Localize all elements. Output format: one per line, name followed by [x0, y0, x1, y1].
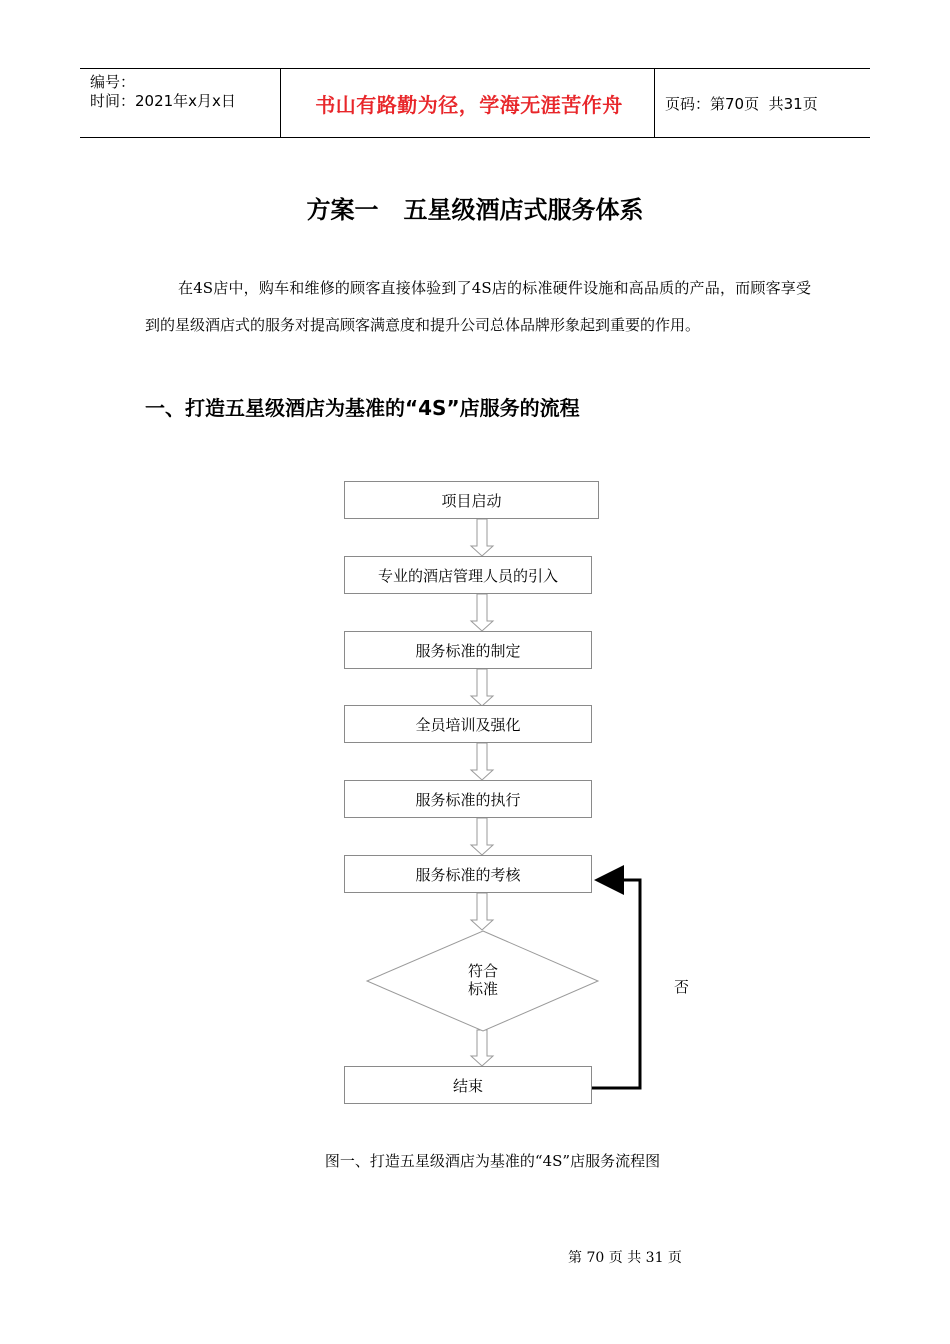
no-branch-label: 否 [674, 978, 690, 996]
flow-arrow [471, 893, 493, 930]
figure-caption: 图一、打造五星级酒店为基准的“4S”店服务流程图 [324, 1152, 661, 1170]
section-heading: 一、打造五星级酒店为基准的“4S”店服务的流程 [145, 396, 580, 420]
flow-arrow [471, 818, 493, 855]
page-footer: 第 70 页 共 31 页 [568, 1250, 682, 1266]
decision-label-line2: 标准 [467, 980, 498, 998]
flow-arrow [471, 594, 493, 631]
decision-label [440, 962, 526, 998]
flow-step-define-standards: 服务标准的制定 [344, 631, 592, 669]
flow-step-end: 结束 [344, 1066, 592, 1104]
intro-paragraph: 在4S店中，购车和维修的顾客直接体验到了4S店的标准硬件设施和高品质的产品，而顾客享受到的星级酒店式的服务对提高顾客满意度和提升公司总体品牌形象起到重要的作用。 [145, 279, 811, 334]
header-number-label: 编号： [90, 73, 136, 91]
flow-arrow [471, 519, 493, 556]
flow-step-execute-standards: 服务标准的执行 [344, 780, 592, 818]
header-time-label: 时间：2021年x月x日 [90, 92, 236, 110]
flow-step-hire-managers: 专业的酒店管理人员的引入 [344, 556, 592, 594]
flow-arrow [471, 743, 493, 780]
flow-arrow [471, 669, 493, 706]
flow-arrow [471, 1030, 493, 1066]
flow-step-training: 全员培训及强化 [344, 705, 592, 743]
header-motto: 书山有路勤为径，学海无涯苦作舟 [315, 92, 623, 117]
decision-label-line1: 符合 [467, 962, 498, 980]
feedback-loop-line [592, 880, 640, 1088]
header-page-info: 页码：第70页 共31页 [665, 94, 818, 113]
flow-step-assess-standards: 服务标准的考核 [344, 855, 592, 893]
flow-step-project-start: 项目启动 [344, 481, 599, 519]
page-title: 方案一 五星级酒店式服务体系 [306, 196, 644, 224]
